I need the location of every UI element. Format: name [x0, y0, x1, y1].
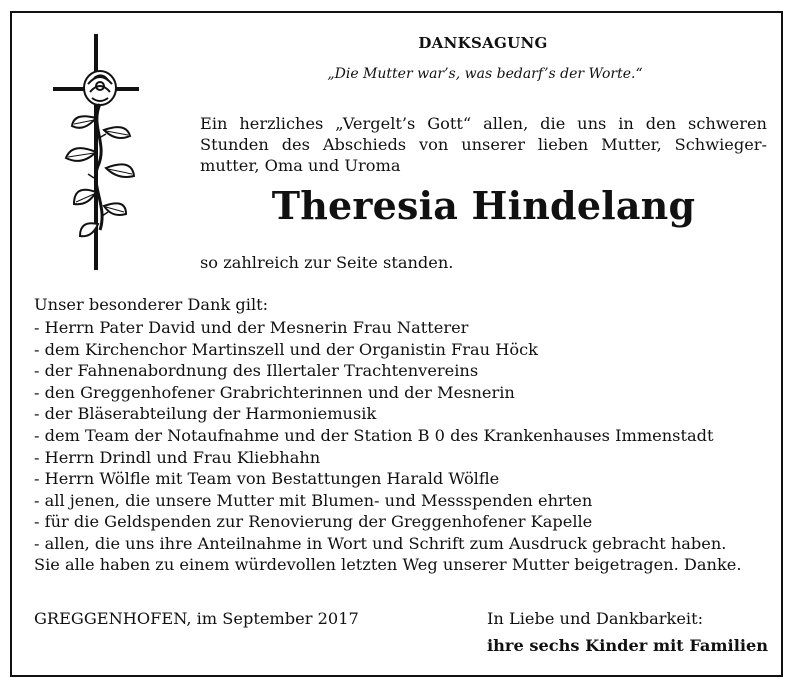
- list-item: - der Fahnenabordnung des Illertaler Trachtenvereins: [34, 361, 479, 381]
- place-and-date: GREGGENHOFEN, im September 2017: [34, 609, 359, 628]
- love-line: In Liebe und Dankbarkeit:: [487, 609, 704, 628]
- signature: ihre sechs Kinder mit Familien: [487, 636, 769, 655]
- list-item: - für die Geldspenden zur Renovierung der Greggenhofener Kapelle: [34, 512, 593, 532]
- intro-line: Stunden des Abschieds von unserer lieben Mutter, Schwieger-: [200, 135, 767, 154]
- list-item: - den Greggenhofener Grabrichterinnen und der Mesnerin: [34, 382, 515, 402]
- list-item: - Herrn Wölfle mit Team von Bestattungen Harald Wölfle: [34, 469, 500, 489]
- deceased-name: Theresia Hindelang: [271, 183, 696, 228]
- list-item: - Herrn Drindl und Frau Kliebhahn: [34, 447, 321, 467]
- list-item: - dem Team der Notaufnahme und der Station B 0 des Krankenhauses Immenstadt: [34, 425, 714, 445]
- list-item: - der Bläserabteilung der Harmoniemusik: [34, 404, 377, 424]
- list-item: - Herrn Pater David und der Mesnerin Frau Natterer: [34, 318, 469, 337]
- list-item: - allen, die uns ihre Anteilnahme in Wort und Schrift zum Ausdruck gebracht haben.: [34, 533, 727, 553]
- notice-heading: DANKSAGUNG: [418, 34, 548, 52]
- motto-quote: „Die Mutter war’s, was bedarf’s der Worte.“: [327, 66, 643, 82]
- thanks-heading: Unser besonderer Dank gilt:: [34, 295, 269, 314]
- thanks-list: [34, 317, 726, 555]
- closing-sentence: Sie alle haben zu einem würdevollen letzten Weg unserer Mutter beigetragen. Danke.: [34, 555, 742, 574]
- cross-with-rose-icon: [50, 34, 150, 270]
- intro-line: Ein herzliches „Vergelt’s Gott“ allen, die uns in den schweren: [200, 114, 767, 133]
- list-item: - dem Kirchenchor Martinszell und der Organistin Frau Höck: [34, 339, 538, 359]
- intro-paragraph: [200, 113, 767, 176]
- list-item: - all jenen, die unsere Mutter mit Blumen- und Messspenden ehrten: [34, 490, 593, 510]
- stood-by-line: so zahlreich zur Seite standen.: [200, 253, 454, 272]
- intro-line: mutter, Oma und Uroma: [200, 156, 401, 175]
